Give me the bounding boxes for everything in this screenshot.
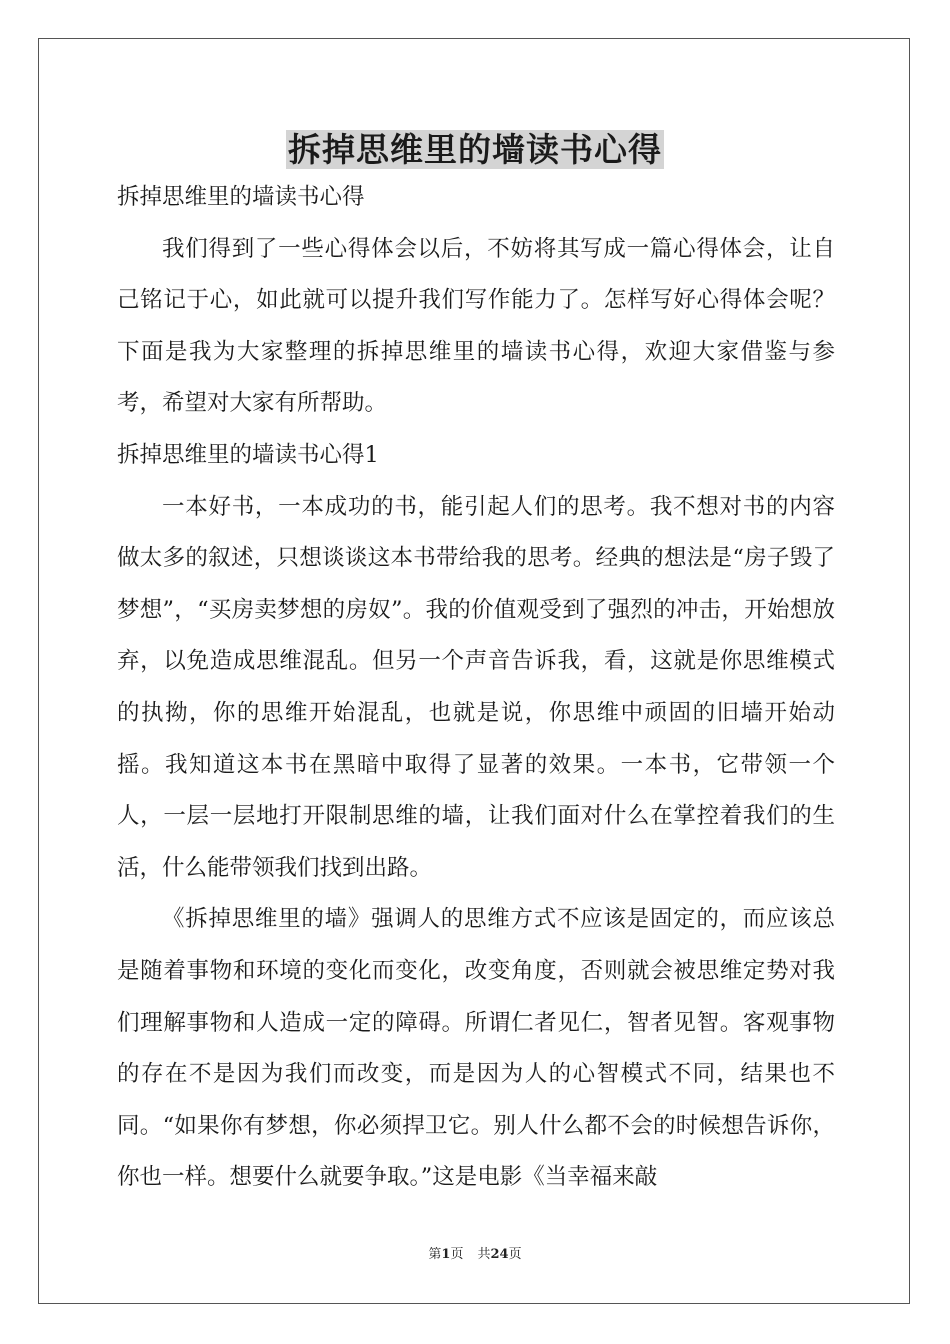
page-footer (0, 1245, 950, 1265)
total-prefix: 共 (477, 1247, 491, 1262)
document-body (117, 172, 835, 1204)
document-title-text: 拆掉思维里的墙读书心得 (288, 130, 662, 169)
document-title (0, 124, 950, 176)
page-suffix: 页 (450, 1247, 464, 1262)
page-prefix: 第 (428, 1247, 442, 1262)
total-pages: 24 (490, 1247, 509, 1262)
intro-paragraph: 我们得到了一些心得体会以后，不妨将其写成一篇心得体会，让自己铭记于心，如此就可以提升我们写作能力了。怎样写好心得体会呢？下面是我为大家整理的拆掉思维里的墙读书心得，欢迎大家借鉴与参考，希望对大家有所帮助。 (117, 235, 835, 417)
body-paragraph: 《拆掉思维里的墙》强调人的思维方式不应该是固定的，而应该总是随着事物和环境的变化而变化，改变角度，否则就会被思维定势对我们理解事物和人造成一定的障碍。所谓仁者见仁，智者见智。客观事物的存在不是因为我们而改变，而是因为人的心智模式不同，结果也不同。“如果你有梦想，你必须捍卫它。别人什么都不会的时候想告诉你，你也一样。想要什么就要争取。”这是电影《当幸福来敲 (117, 906, 835, 1191)
total-suffix: 页 (508, 1247, 522, 1262)
section-heading: 拆掉思维里的墙读书心得1 (117, 441, 379, 468)
page-number: 1 (441, 1247, 451, 1262)
subtitle-paragraph: 拆掉思维里的墙读书心得 (117, 184, 365, 210)
body-paragraph: 一本好书，一本成功的书，能引起人们的思考。我不想对书的内容做太多的叙述，只想谈谈这本书带给我的思考。经典的想法是“房子毁了梦想”，“买房卖梦想的房奴”。我的价值观受到了强烈的冲击，开始想放弃，以免造成思维混乱。但另一个声音告诉我，看，这就是你思维模式的执拗，你的思维开始混乱，也就是说，你思维中顽固的旧墙开始动摇。我知道这本书在黑暗中取得了显著的效果。一本书，它带领一个人，一层一层地打开限制思维的墙，让我们面对什么在掌控着我们的生活，什么能带领我们找到出路。 (117, 493, 835, 881)
